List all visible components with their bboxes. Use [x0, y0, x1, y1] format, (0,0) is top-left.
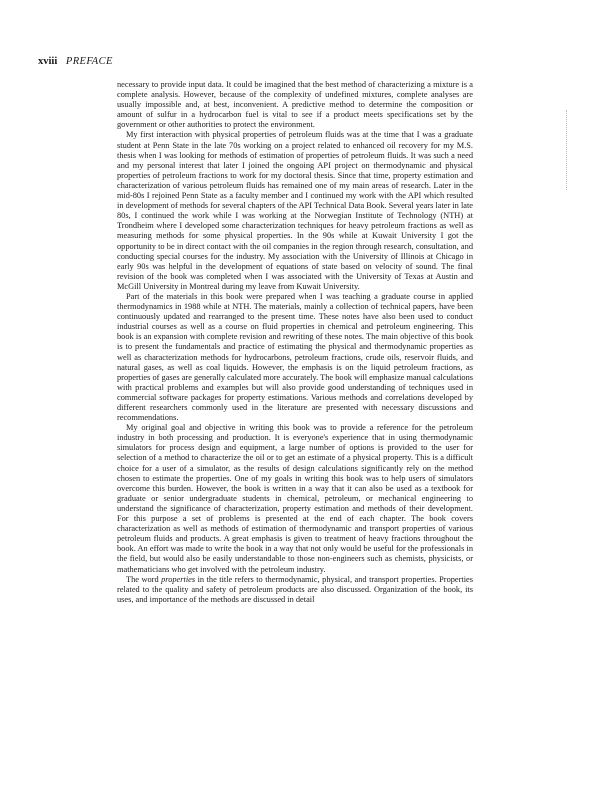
scan-margin-mark: [566, 110, 571, 190]
text-run: The word: [126, 574, 162, 584]
paragraph-last: [117, 575, 473, 605]
paragraph: Part of the materials in this book were prepared when I was teaching a graduate course in applied thermodynamics in 1988 while at NTH. The materials, mainly a collection of technical papers, have been continuously updated and rearranged to the present time. These notes have also been used to conduct industrial courses as well as a course on fluid properties in chemical and petroleum engineering. This book is an expansion with complete revision and rewriting of these notes. The main objective of this book is to present the fundamentals and practice of estimating the physical and thermodynamic properties as well as characterization methods for hydrocarbons, petroleum fractions, crude oils, reservoir fluids, and natural gases, as well as coal liquids. However, the emphasis is on the liquid petroleum fractions, as properties of gases are generally calculated more accurately. The book will emphasize manual calculations with practical problems and examples but will also provide good understanding of techniques used in commercial software packages for property estimations. Various methods and correlations developed by different researchers commonly used in the literature are presented with necessary discussions and recommendations.: [117, 291, 473, 423]
paragraph: My first interaction with physical properties of petroleum fluids was at the time that I was a graduate student at Penn State in the late 70s working on a project related to enhanced oil recovery for my M.S. thesis when I was looking for methods of estimation of properties of petroleum fluids. It was such a need and my personal interest that later I joined the ongoing API project on thermodynamic and physical properties of petroleum fractions to work for my doctoral thesis. Since that time, property estimation and characterization of various petroleum fluids has remained one of my main areas of research. Later in the mid-80s I rejoined Penn State as a faculty member and I continued my work with the API which resulted in development of methods for several chapters of the API Technical Data Book. Several years later in late 80s, I continued the work while I was working at the Norwegian Institute of Technology (NTH) at Trondheim where I developed some characterization techniques for heavy petroleum fractions as well as measuring methods for some physical properties. In the 90s while at Kuwait University I got the opportunity to be in direct contact with the oil companies in the region through research, consultation, and conducting special courses for the industry. My association with the University of Illinois at Chicago in early 90s was helpful in the development of equations of state based on velocity of sound. The final revision of the book was completed when I was associated with the University of Texas at Austin and McGill University in Montreal during my leave from Kuwait University.: [117, 130, 473, 291]
text-run: in the title refers to thermodynamic, physical, and transport properties. Properties related to the quality and safety of petroleum products are also discussed. Organization of the book, its uses, and importance of the methods are discussed in detail: [117, 574, 473, 604]
page-number: xviii: [38, 56, 58, 67]
body-text: [117, 80, 473, 605]
emphasis-text: properties: [161, 574, 196, 584]
running-title: PREFACE: [65, 56, 113, 67]
paragraph: necessary to provide input data. It could be imagined that the best method of characterizing a mixture is a complete analysis. However, because of the complexity of undefined mixtures, complete analyses are usually impossible and, at best, inconvenient. A predictive method to determine the composition or amount of sulfur in a hydrocarbon fuel is vital to see if a product meets specifications set by the government or other authorities to protect the environment.: [117, 80, 473, 130]
paragraph: My original goal and objective in writing this book was to provide a reference for the petroleum industry in both processing and production. It is everyone's experience that in using thermodynamic simulators for process design and equipment, a large number of options is provided to the user for selection of a method to characterize the oil or to get an estimate of a physical property. This is a difficult choice for a user of a simulator, as the results of design calculations significantly rely on the method chosen to estimate the properties. One of my goals in writing this book was to help users of simulators overcome this burden. However, the book is written in a way that it can also be used as a textbook for graduate or senior undergraduate students in chemical, petroleum, or mechanical engineering to understand the significance of characterization, property estimation and methods of their development. For this purpose a set of problems is presented at the end of each chapter. The book covers characterization as well as methods of estimation of thermodynamic and transport properties of various petroleum fluids and products. A great emphasis is given to treatment of heavy fractions throughout the book. An effort was made to write the book in a way that not only would be useful for the professionals in the field, but would also be easily understandable to those non-engineers such as chemists, physicists, or mathematicians who get involved with the petroleum industry.: [117, 423, 473, 574]
running-header: [38, 56, 113, 68]
